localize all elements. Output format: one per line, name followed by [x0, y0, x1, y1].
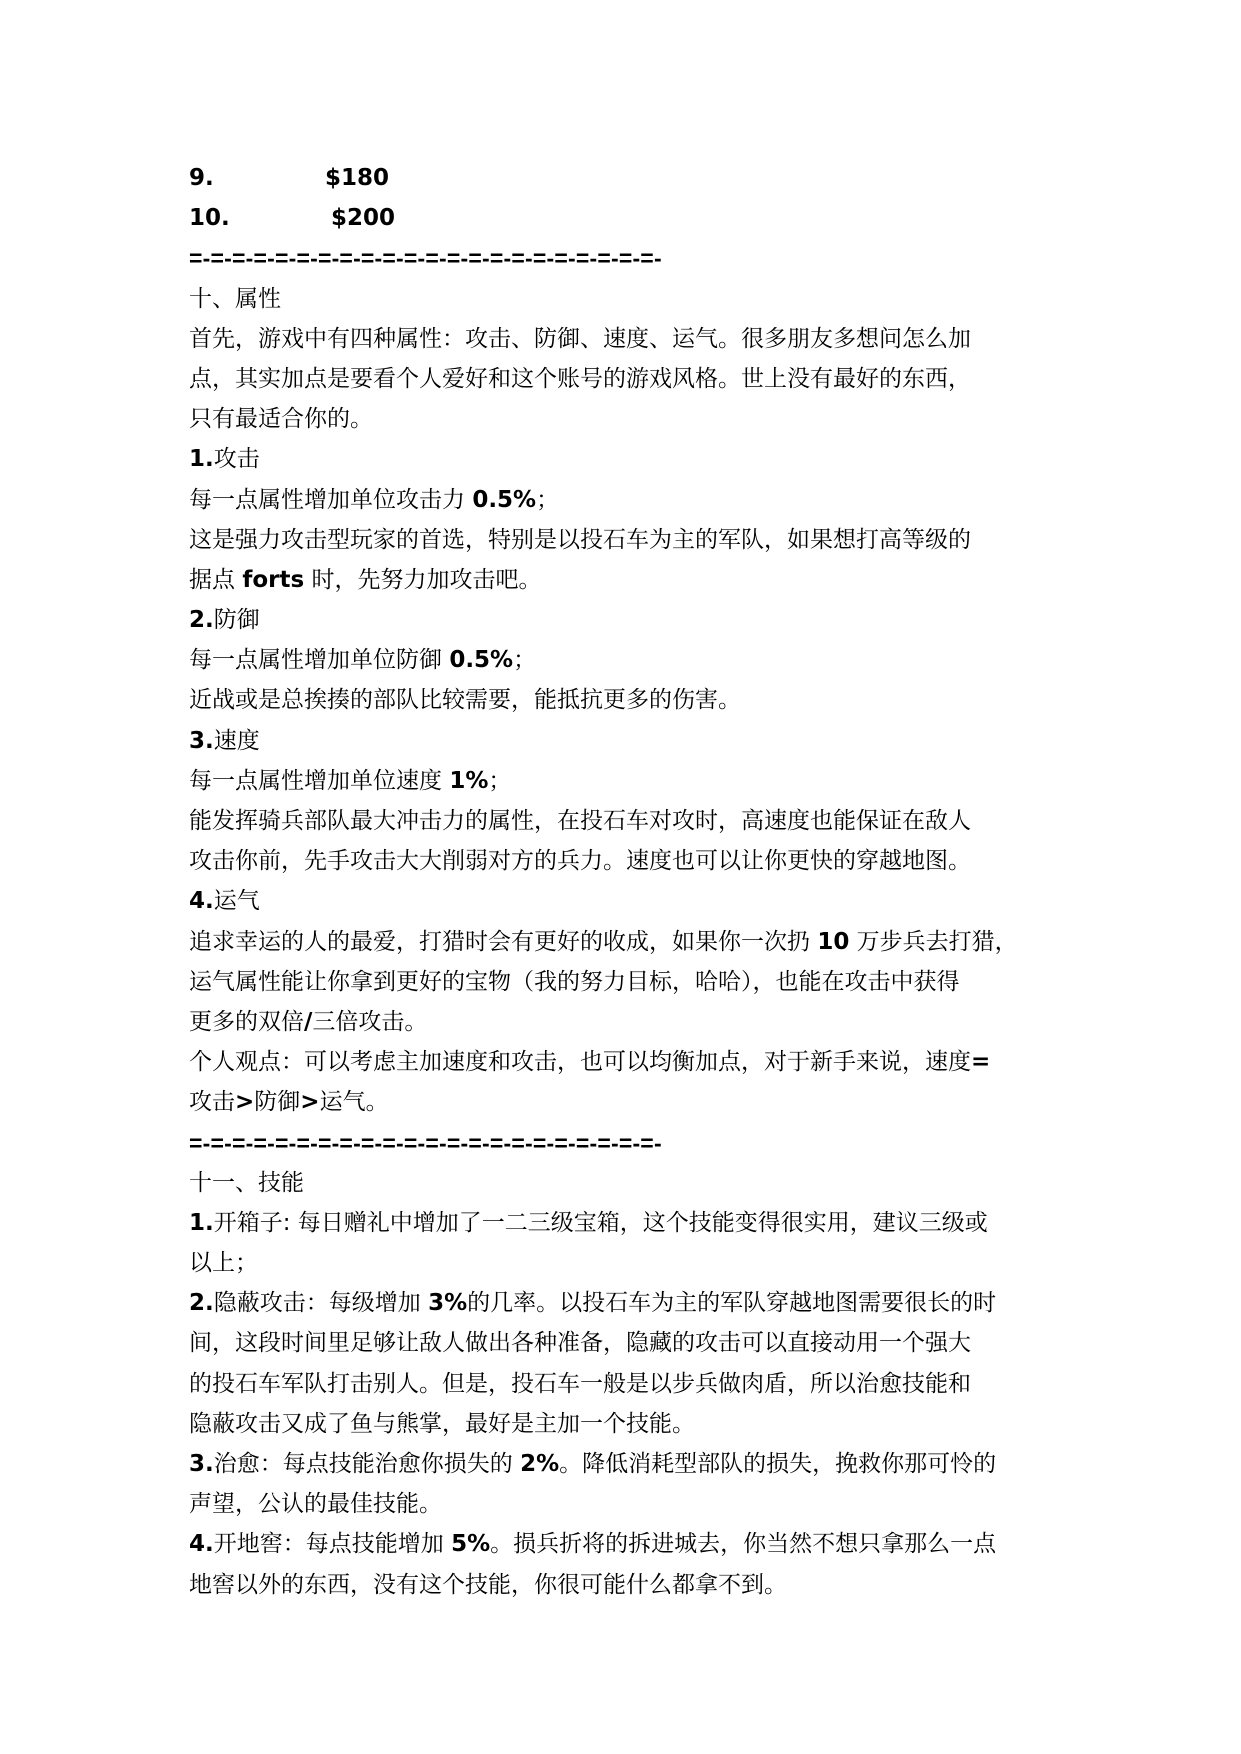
text-run: 据点 [189, 566, 243, 593]
text-run: 每一点属性增加单位攻击力 [189, 486, 473, 513]
heading-text: 防御 [213, 607, 260, 634]
skill-item-open-box [189, 1203, 1069, 1243]
paragraph-line: 能发挥骑兵部队最大冲击力的属性，在投石车对攻时，高速度也能保证在敌人 [189, 808, 971, 834]
paragraph-line: 间，这段时间里足够让敌人做出各种准备，隐藏的攻击可以直接动用一个强大 [189, 1330, 971, 1357]
opinion-line [189, 1042, 1069, 1082]
text-run-bold: > [235, 1089, 255, 1116]
paragraph-line [189, 1002, 1069, 1042]
item-number: 4. [189, 1531, 214, 1558]
section-divider: =-=-=-=-=-=-=-=-=-=-=-=-=-=-=-=-=-=-=-=-=-=- [189, 1129, 662, 1156]
text-run-bold: 5% [451, 1531, 491, 1558]
heading-number: 3. [189, 727, 214, 754]
text-run-bold: 3% [428, 1290, 468, 1317]
luck-heading [189, 881, 1069, 921]
paragraph-line: 地窖以外的东西，没有这个技能，你很可能什么都拿不到。 [189, 1571, 787, 1598]
heading-text: 速度 [213, 727, 260, 754]
paragraph-line: 首先，游戏中有四种属性：攻击、防御、速度、运气。很多朋友多想问怎么加 [189, 325, 971, 352]
text-run: 运气。 [319, 1089, 389, 1116]
opinion-line [189, 1082, 1069, 1122]
text-run: 个人观点：可以考虑主加速度和攻击，也可以均衡加点，对于新手来说，速度 [189, 1049, 971, 1076]
text-run: 治愈：每点技能治愈你损失的 [213, 1451, 521, 1477]
text-run: ； [488, 767, 512, 794]
paragraph-line: 近战或是总挨揍的部队比较需要，能抵抗更多的伤害。 [189, 687, 741, 714]
text-run-bold: 1% [449, 767, 489, 794]
price-row-amount: $180 [325, 165, 390, 191]
paragraph-line [189, 922, 1069, 962]
skill-item-heal [189, 1444, 1069, 1484]
paragraph-line: 只有最适合你的。 [189, 406, 373, 433]
text-run: 万步兵去打猎， [849, 928, 1018, 955]
skill-item-open-cellar [189, 1524, 1069, 1564]
document-page [189, 158, 1069, 1605]
heading-number: 4. [189, 888, 214, 915]
text-run: 每一点属性增加单位防御 [189, 647, 450, 674]
item-number: 1. [189, 1209, 214, 1236]
item-number: 2. [189, 1290, 214, 1317]
price-row-amount: $200 [331, 205, 396, 232]
text-run: 的几率。以投石车为主的军队穿越地图需要很长的时 [467, 1290, 997, 1317]
price-row [189, 158, 1069, 198]
skill-item-stealth-attack [189, 1283, 1069, 1323]
attack-heading [189, 439, 1069, 479]
text-run: 开地窖：每点技能增加 [213, 1531, 452, 1558]
paragraph-line [189, 560, 1069, 600]
heading-text: 攻击 [213, 446, 260, 473]
text-run: 。损兵折将的拆进城去，你当然不想只拿那么一点 [490, 1531, 997, 1558]
paragraph-line: 声望，公认的最佳技能。 [189, 1491, 442, 1518]
section-title-attributes: 十、属性 [189, 285, 281, 312]
text-run: 时，先努力加攻击吧。 [304, 566, 542, 593]
paragraph-line: 以上； [189, 1250, 258, 1277]
text-run-bold: = [971, 1049, 991, 1076]
text-run: ； [513, 647, 537, 674]
paragraph-line: 运气属性能让你拿到更好的宝物（我的努力目标，哈哈），也能在攻击中获得 [189, 968, 960, 995]
text-run-bold: forts [242, 566, 305, 593]
price-row-number: 9. [189, 165, 214, 191]
heading-number: 2. [189, 607, 214, 634]
heading-text: 运气 [213, 888, 260, 915]
paragraph-line: 隐蔽攻击又成了鱼与熊掌，最好是主加一个技能。 [189, 1410, 695, 1437]
text-run: 三倍攻击。 [312, 1008, 428, 1035]
text-run-bold: / [304, 1008, 313, 1035]
heading-number: 1. [189, 446, 214, 473]
text-run: 追求幸运的人的最爱，打猎时会有更好的收成，如果你一次扔 [189, 928, 818, 955]
defense-description [189, 640, 1069, 680]
paragraph-line: 攻击你前，先手攻击大大削弱对方的兵力。速度也可以让你更快的穿越地图。 [189, 848, 971, 875]
text-run: 更多的双倍 [189, 1008, 304, 1035]
paragraph-line: 点，其实加点是要看个人爱好和这个账号的游戏风格。世上没有最好的东西， [189, 365, 971, 392]
text-run-bold: 10 [817, 928, 850, 955]
paragraph-line: 这是强力攻击型玩家的首选，特别是以投石车为主的军队，如果想打高等级的 [189, 526, 971, 553]
speed-description [189, 761, 1069, 801]
text-run: 防御 [254, 1089, 301, 1116]
text-run-bold: 0.5% [449, 647, 514, 674]
text-run-bold: > [300, 1089, 320, 1116]
attack-description [189, 480, 1069, 520]
speed-heading [189, 721, 1069, 761]
text-run: 。降低消耗型部队的损失，挽救你那可怜的 [559, 1451, 997, 1477]
paragraph-line: 的投石车军队打击别人。但是，投石车一般是以步兵做肉盾，所以治愈技能和 [189, 1370, 971, 1397]
section-title-skills: 十一、技能 [189, 1169, 304, 1196]
item-number: 3. [189, 1451, 214, 1477]
section-divider: =-=-=-=-=-=-=-=-=-=-=-=-=-=-=-=-=-=-=-=-=-=- [189, 245, 662, 272]
text-run: 开箱子: 每日赠礼中增加了一二三级宝箱，这个技能变得很实用，建议三级或 [213, 1209, 988, 1236]
text-run: 每一点属性增加单位速度 [189, 767, 450, 794]
text-run: 隐蔽攻击：每级增加 [213, 1290, 429, 1317]
defense-heading [189, 600, 1069, 640]
price-row-number: 10. [189, 205, 230, 232]
text-run: ； [536, 486, 560, 513]
text-run: 攻击 [189, 1089, 235, 1116]
text-run-bold: 2% [520, 1451, 560, 1477]
text-run-bold: 0.5% [472, 486, 537, 513]
price-row [189, 198, 1069, 238]
